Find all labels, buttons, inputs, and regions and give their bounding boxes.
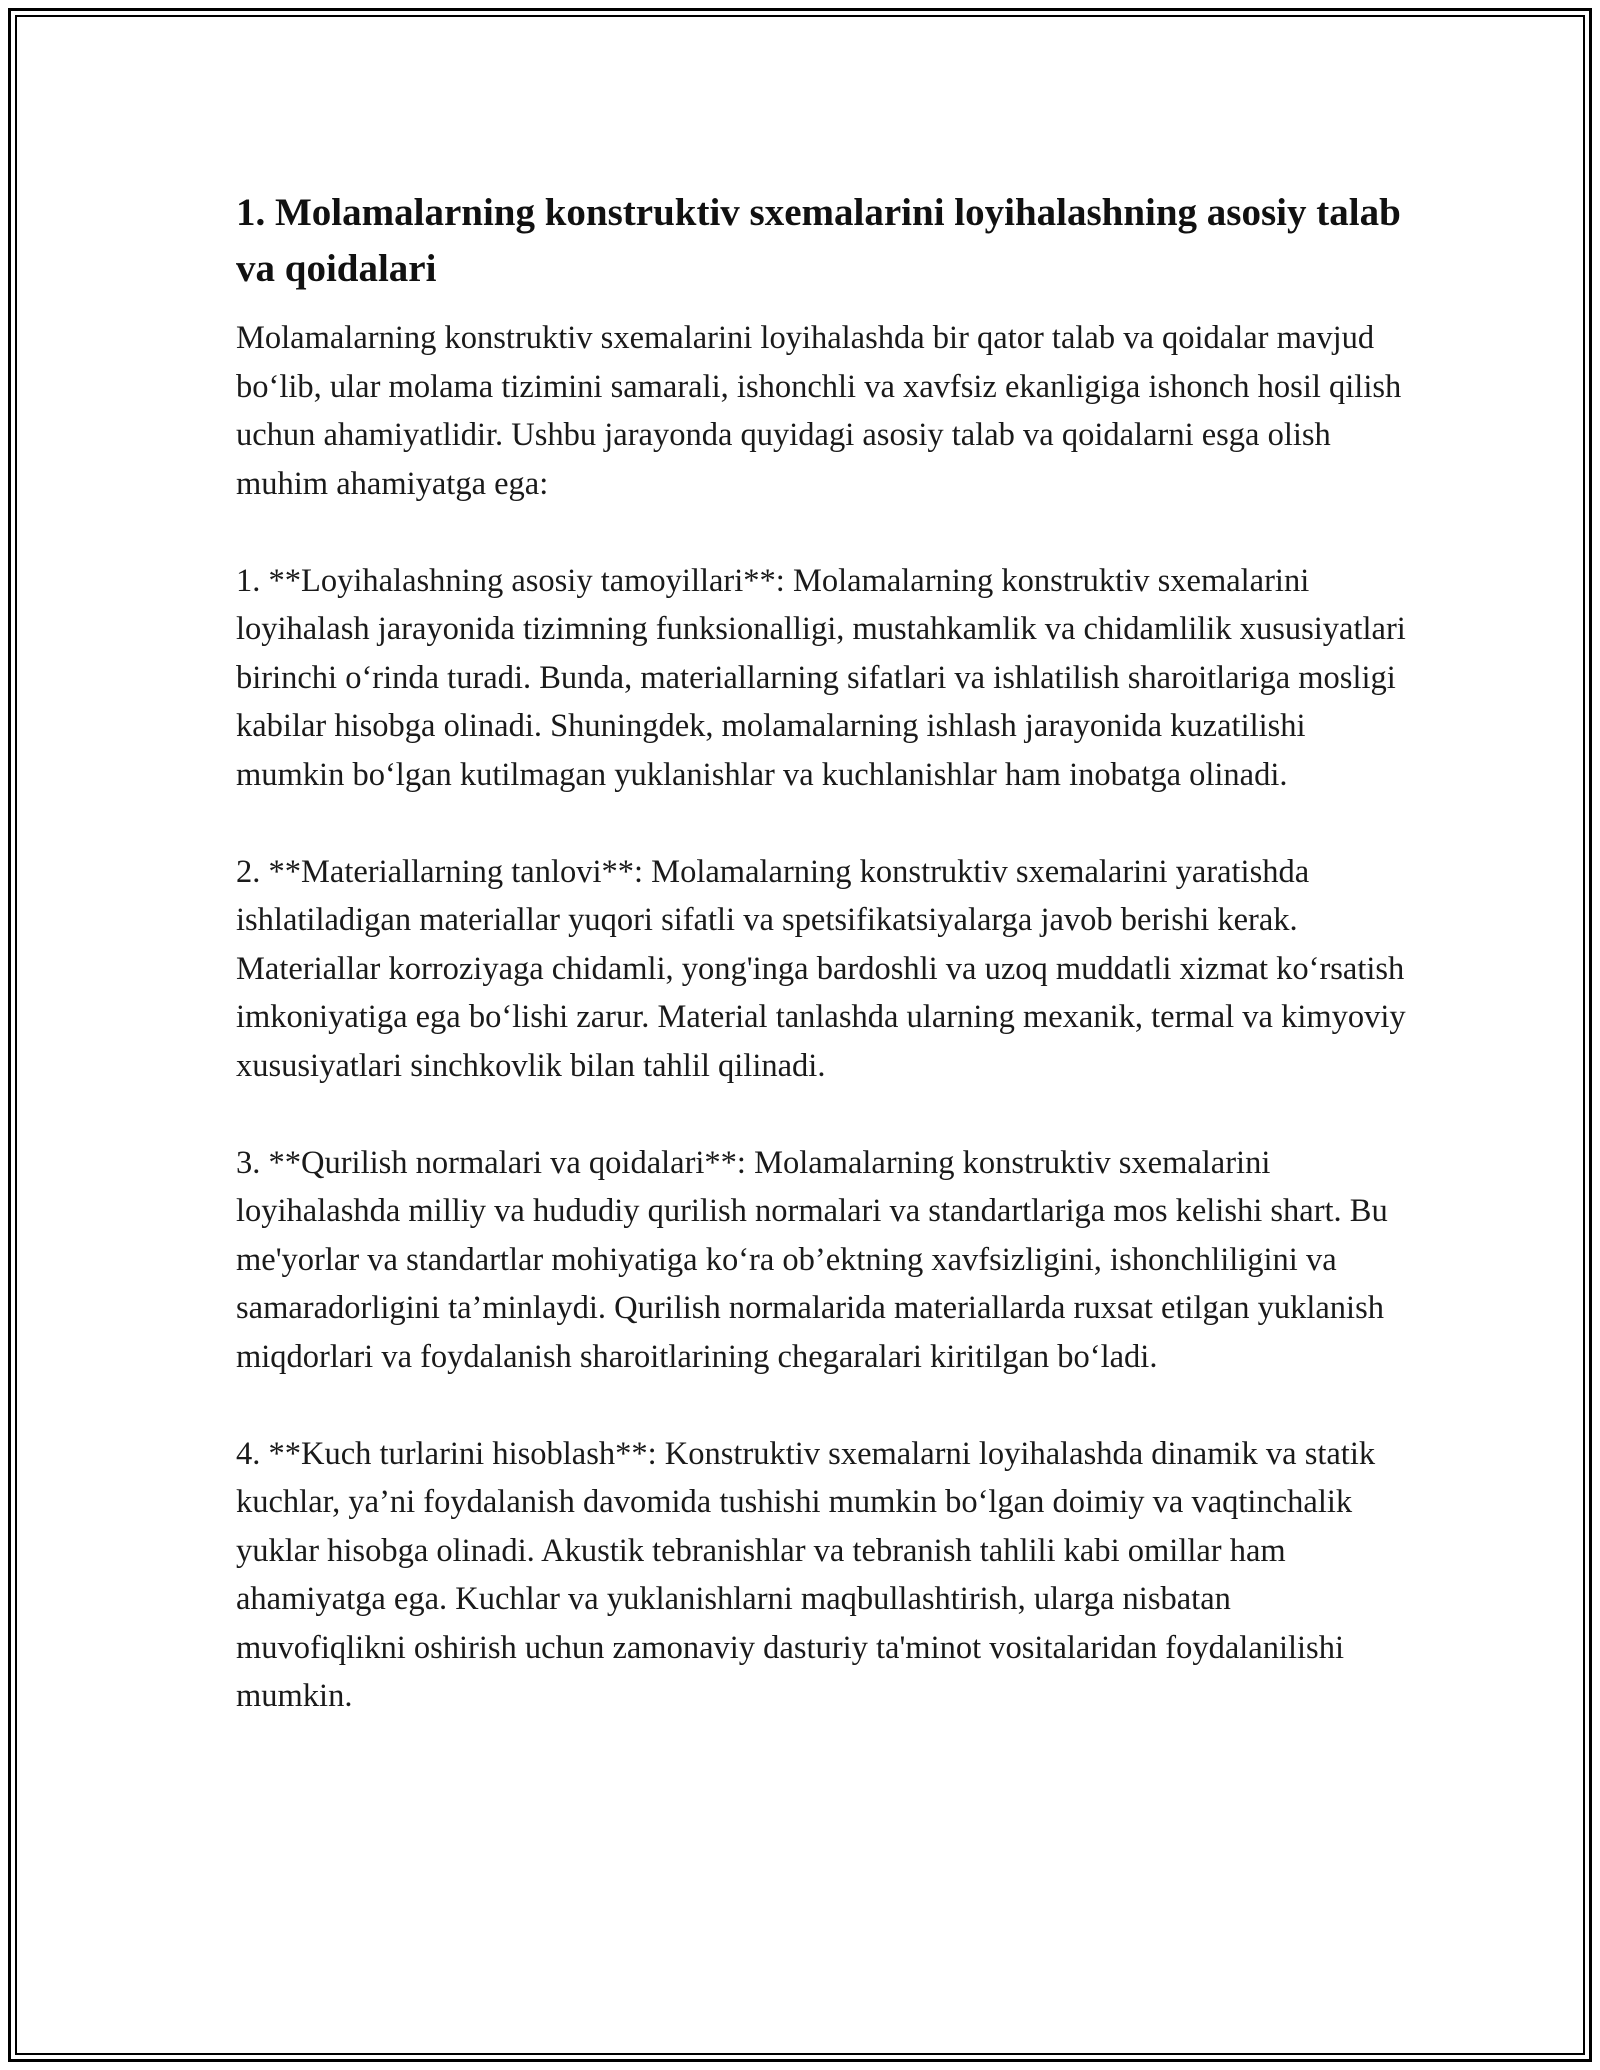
section-heading: 1. Molamalarning konstruktiv sxemalarini loyihalashning asosiy talab va qoidalari — [236, 191, 1401, 290]
list-item-paragraph-3: 3. **Qurilish normalari va qoidalari**: Molamalarning konstruktiv sxemalarini loyihalashda milliy va hududiy qurilish normalari va standartlariga mos kelishi shart. Bu me'yorlar va standartlar mohiyatiga ko‘ra ob’ektning xavfsizligini, ishonchliligini va samaradorligini ta’minlaydi. Qurilish normalarida materiallarda ruxsat etilgan yuklanish miqdorlari va foydalanish sharoitlarining chegaralari kiritilgan bo‘ladi. — [236, 1144, 1388, 1375]
intro-paragraph: Molamalarning konstruktiv sxemalarini loyihalashda bir qator talab va qoidalar mavjud bo‘lib, ular molama tizimini samarali, ishonchli va xavfsiz ekanligiga ishonch hosil qilish uchun ahamiyatlidir. Ushbu jarayonda quyidagi asosiy talab va qoidalarni esga olish muhim ahamiyatga ega: — [236, 320, 1402, 502]
list-item-paragraph-1: 1. **Loyihalashning asosiy tamoyillari**: Molamalarning konstruktiv sxemalarini loyihalash jarayonida tizimning funksionalligi, mustahkamlik va chidamlilik xususiyatlari birinchi o‘rinda turadi. Bunda, materiallarning sifatlari va ishlatilish sharoitlariga mosligi kabilar hisobga olinadi. Shuningdek, molamalarning ishlash jarayonida kuzatilishi mumkin bo‘lgan kutilmagan yuklanishlar va kuchlanishlar ham inobatga olinadi. — [236, 562, 1406, 793]
list-item-paragraph-4: 4. **Kuch turlarini hisoblash**: Konstruktiv sxemalarni loyihalashda dinamik va statik kuchlar, ya’ni foydalanish davomida tushishi mumkin bo‘lgan doimiy va vaqtinchalik yuklar hisobga olinadi. Akustik tebranishlar va tebranish tahlili kabi omillar ham ahamiyatga ega. Kuchlar va yuklanishlarni maqbullashtirish, ularga nisbatan muvofiqlikni oshirish uchun zamonaviy dasturiy ta'minot vositalaridan foydalanilishi mumkin. — [236, 1435, 1376, 1714]
list-item-paragraph-2: 2. **Materiallarning tanlovi**: Molamalarning konstruktiv sxemalarini yaratishda ishlatiladigan materiallar yuqori sifatli va spetsifikatsiyalarga javob berishi kerak. Materiallar korroziyaga chidamli, yong'inga bardoshli va uzoq muddatli xizmat ko‘rsatish imkoniyatiga ega bo‘lishi zarur. Material tanlashda ularning mexanik, termal va kimyoviy xususiyatlari sinchkovlik bilan tahlil qilinadi. — [236, 853, 1406, 1084]
document-body — [236, 185, 1406, 1769]
